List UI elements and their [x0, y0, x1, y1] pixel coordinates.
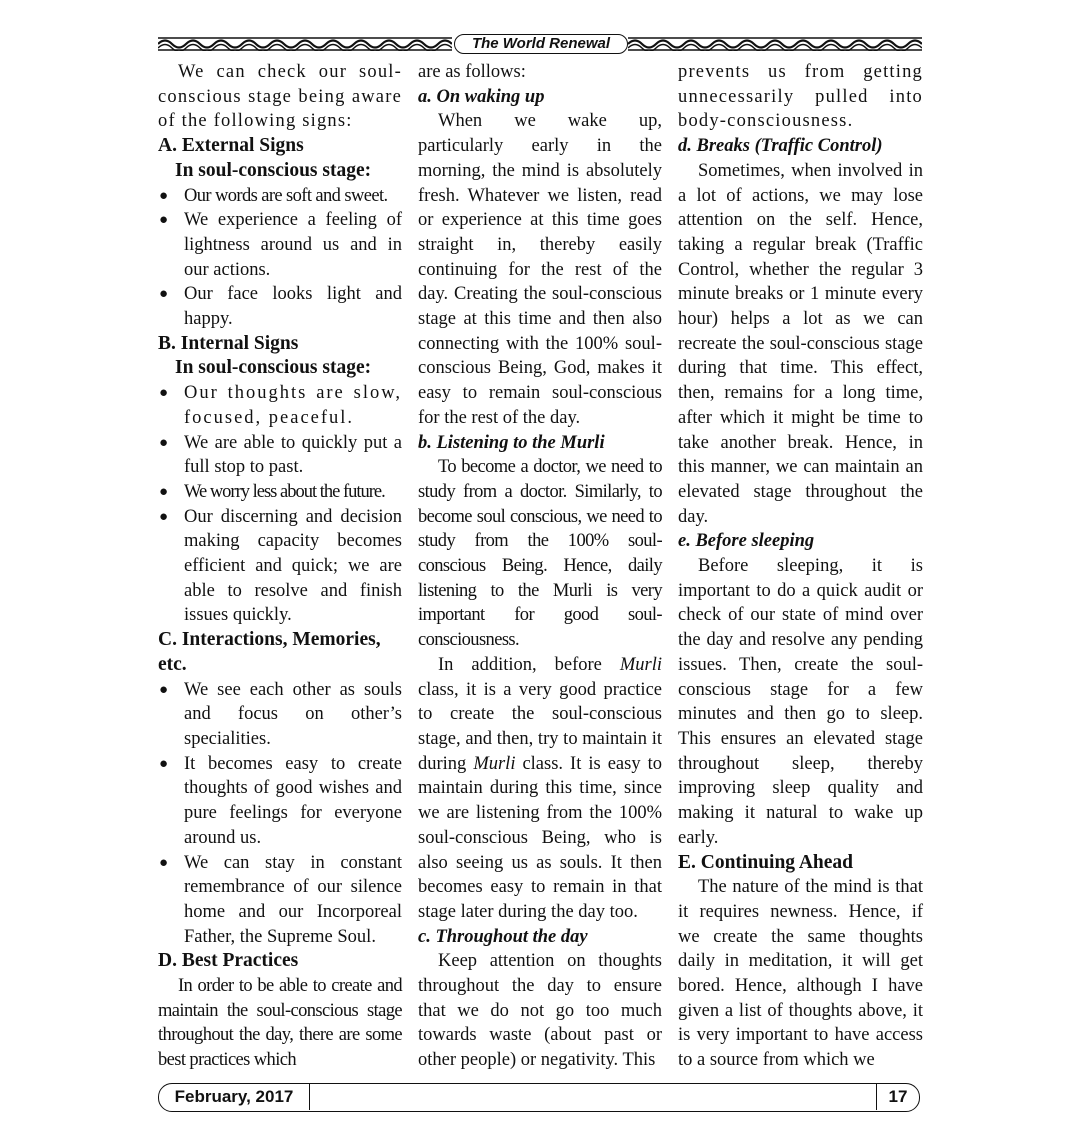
- paragraph-continuation: are as follows:: [418, 62, 526, 82]
- intro-paragraph: We can check our soul-conscious stage being aware of the following signs:: [158, 62, 402, 132]
- paragraph: Keep attention on thoughts throughout the day to ensure that we do not go too much towards waste (about past or other people) or negativity. This: [418, 951, 662, 1071]
- list-item: ● Our face looks light and happy.: [158, 282, 402, 331]
- page-header: [158, 34, 922, 54]
- section-heading-a: A. External Signs: [158, 135, 304, 157]
- text-run: In addition, before: [438, 654, 620, 675]
- section-heading-c: C. Interactions, Memories, etc.: [158, 629, 381, 675]
- subsection-heading-a: a. On waking up: [418, 86, 545, 107]
- list-item: ● It becomes easy to create thoughts of good wishes and pure feelings for everyone around us.: [158, 752, 402, 851]
- paragraph: To become a doctor, we need to study from a doctor. Similarly, to become soul conscious, we need to study from the 100% soul-conscious Being. Hence, daily listening to the Murli is very important for good soul-consciousness.: [418, 457, 662, 651]
- page-footer: [158, 1083, 920, 1112]
- subsection-heading-d: d. Breaks (Traffic Control): [678, 136, 883, 157]
- paragraph: In order to be able to create and maintain the soul-conscious stage throughout the day, there are some best practices which: [158, 976, 402, 1071]
- list-item: ● Our discerning and decision making capacity becomes efficient and quick; we are able to resolve and finish issues quickly.: [158, 505, 402, 629]
- issue-date: February, 2017: [159, 1084, 310, 1110]
- page-number: 17: [876, 1084, 919, 1110]
- header-ornament-right: [628, 37, 922, 51]
- list-item: ● Our thoughts are slow, focused, peaceful.: [158, 381, 402, 430]
- subheading-b: In soul-conscious stage:: [175, 357, 372, 379]
- paragraph: The nature of the mind is that it requires newness. Hence, if we create the same thoughts daily in meditation, it will get bored. Hence, although I have given a list of thoughts above, it is very important to have access to a source from which we: [678, 877, 923, 1071]
- column-1: [158, 60, 402, 1073]
- paragraph: [418, 653, 662, 925]
- column-2: [418, 60, 662, 1073]
- subheading-a: In soul-conscious stage:: [175, 159, 372, 181]
- list-item: ● We worry less about the future.: [158, 480, 402, 505]
- column-3: [678, 60, 923, 1073]
- list-item: ● We see each other as souls and focus on other’s specialities.: [158, 678, 402, 752]
- subsection-heading-b: b. Listening to the Murli: [418, 432, 605, 453]
- subsection-heading-e: e. Before sleeping: [678, 531, 815, 552]
- emphasis-murli: Murli: [473, 753, 516, 774]
- paragraph: Before sleeping, it is important to do a quick audit or check of our state of mind over the day and resolve any pending issues. Then, create the soul-conscious stage for a few minutes and then go to sleep. This ensures an elevated stage throughout sleep, thereby improving sleep quality and making it natural to wake up early.: [678, 556, 923, 848]
- text-run: class. It is easy to maintain during this time, since we are listening from the 100% soul-conscious Being, who is also seeing us as souls. It then becomes easy to remain in that stage later during the day too.: [418, 753, 662, 922]
- paragraph: When we wake up, particularly early in the morning, the mind is absolutely fresh. Whatever we listen, read or experience at this time goes straight in, thereby easily continuing for the rest of the day. Creating the soul-conscious stage at this time and then also connecting with the 100% soul-conscious Being, God, makes it easy to remain soul-conscious for the rest of the day.: [418, 111, 662, 428]
- list-item: ● We are able to quickly put a full stop to past.: [158, 431, 402, 480]
- text-run: class, it is a very good practice to create the soul-conscious stage, and then, try to maintain it during: [418, 679, 662, 774]
- list-item: ● We experience a feeling of lightness around us and in our actions.: [158, 208, 402, 282]
- emphasis-murli: Murli: [619, 654, 662, 675]
- section-heading-d: D. Best Practices: [158, 950, 299, 972]
- paragraph-continuation: prevents us from getting unnecessarily pulled into body-consciousness.: [678, 62, 923, 132]
- list-item: ● Our words are soft and sweet.: [158, 184, 402, 209]
- list-item: ● We can stay in constant remembrance of our silence home and our Incorporeal Father, the Supreme Soul.: [158, 851, 402, 950]
- magazine-title: The World Renewal: [454, 34, 628, 54]
- section-heading-b: B. Internal Signs: [158, 332, 299, 354]
- subsection-heading-c: c. Throughout the day: [418, 926, 588, 947]
- paragraph: Sometimes, when involved in a lot of actions, we may lose attention on the self. Hence, taking a regular break (Traffic Control, whether the regular 3 minute breaks or 1 minute every hour) helps a lot as we can recreate the soul-conscious stage during that time. This effect, then, remains for a long time, after which it might be time to take another break. Hence, in this manner, we can maintain an elevated stage throughout the day.: [678, 160, 923, 527]
- header-ornament-left: [158, 37, 452, 51]
- section-heading-e: E. Continuing Ahead: [678, 851, 854, 873]
